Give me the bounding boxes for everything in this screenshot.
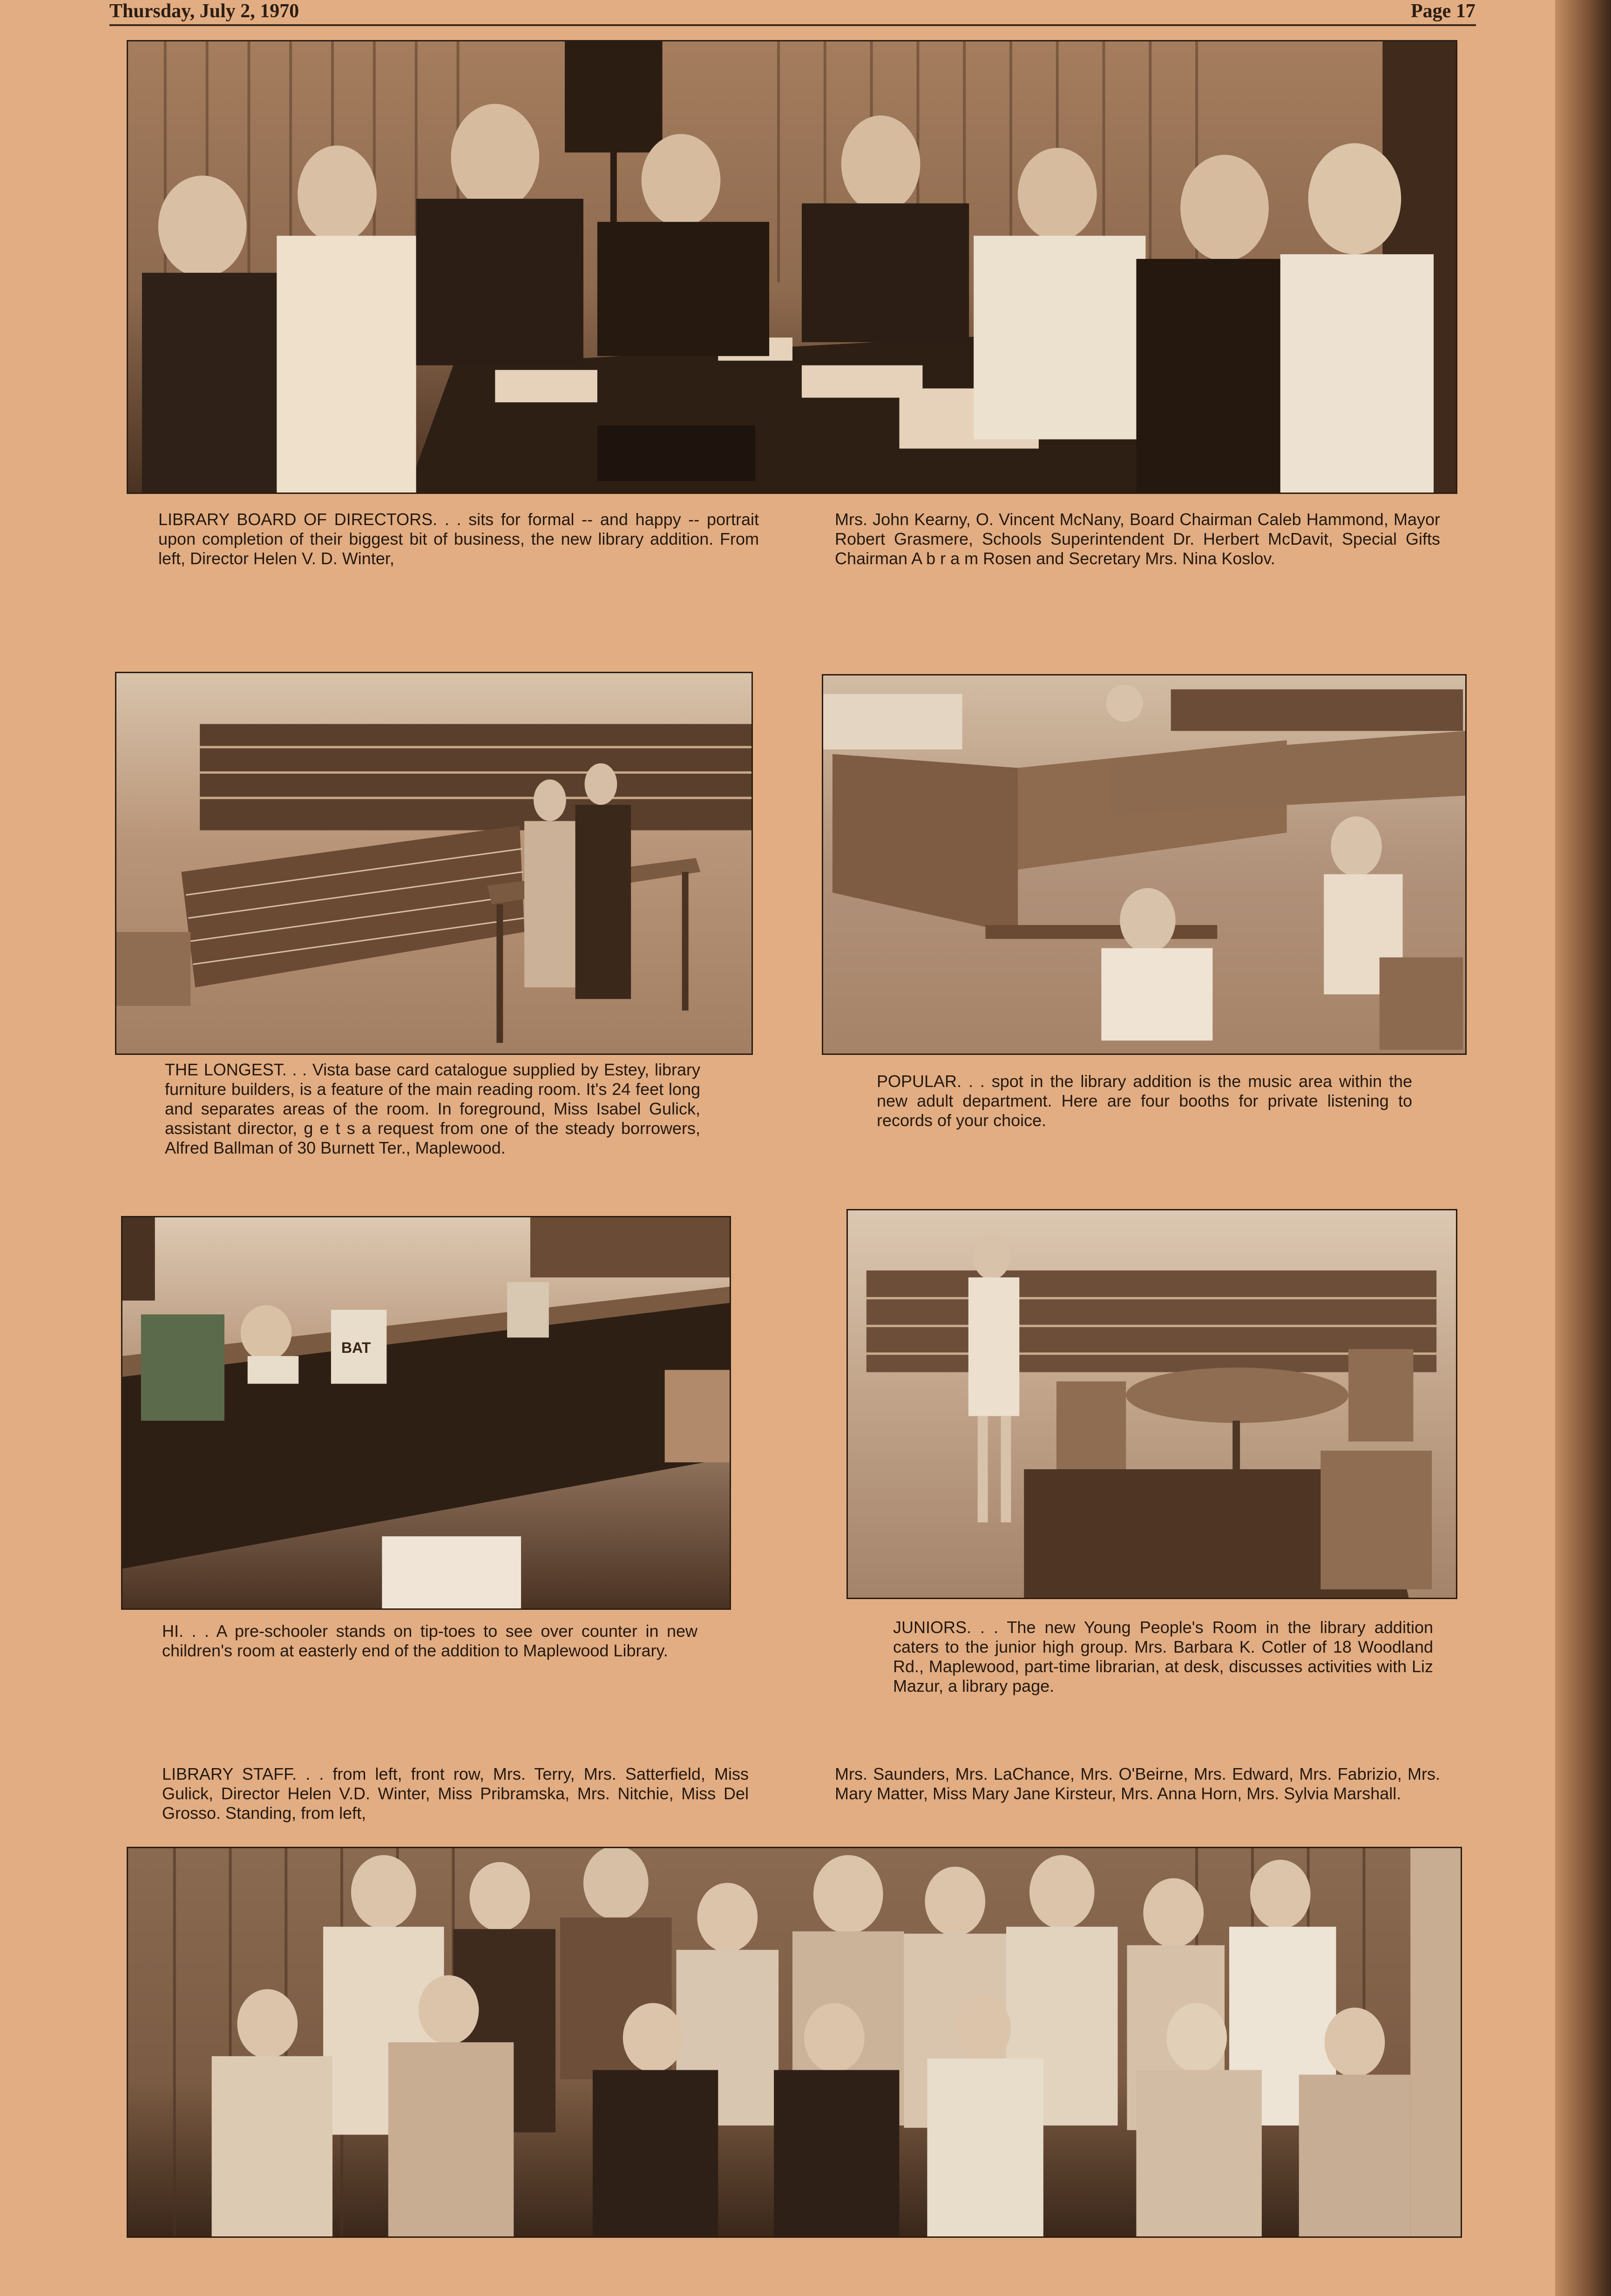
staff-caption-right: Mrs. Saunders, Mrs. LaChance, Mrs. O'Beirne, Mrs. Edward, Mrs. Fabrizio, Mrs. Mary Matter, Miss Mary Jane Kirsteur, Mrs. Anna Horn, Mrs. Sylvia Marshall. xyxy=(835,1764,1440,1803)
popular-caption: POPULAR. . . spot in the library addition is the music area within the new adult department. Here are four booths for private listening to records of your choice. xyxy=(877,1072,1412,1130)
library-staff-illustration xyxy=(128,1848,1461,2236)
page-edge-shadow xyxy=(1555,0,1611,2296)
staff-caption-left: LIBRARY STAFF. . . from left, front row, Mrs. Terry, Mrs. Satterfield, Miss Gulick, Director Helen V.D. Winter, Miss Pribramska, Mrs. Nitchie, Miss Del Grosso. Standing, from left, xyxy=(162,1764,749,1823)
young-peoples-room-illustration xyxy=(848,1210,1456,1598)
page-number: Page 17 xyxy=(1411,0,1476,22)
board-caption-right: Mrs. John Kearny, O. Vincent McNany, Board Chairman Caleb Hammond, Mayor Robert Grasmere, Schools Superintendent Dr. Herbert McDavit, Special Gifts Chairman A b r a m Rosen and Secretary Mrs. Nina Koslov. xyxy=(835,510,1440,568)
preschooler-illustration xyxy=(122,1217,730,1608)
preschooler-photo xyxy=(121,1216,731,1610)
board-photo-illustration xyxy=(128,41,1456,493)
juniors-caption: JUNIORS. . . The new Young People's Room in the library addition caters to the junior high group. Mrs. Barbara K. Cotler of 18 Woodland Rd., Maplewood, part-time librarian, at desk, discusses activities with Liz Mazur, a library page. xyxy=(893,1618,1433,1695)
board-caption-left: LIBRARY BOARD OF DIRECTORS. . . sits for formal -- and happy -- portrait upon completion of their biggest bit of business, the new library addition. From left, Director Helen V. D. Winter, xyxy=(158,510,759,568)
young-peoples-room-photo xyxy=(846,1209,1457,1599)
music-booths-illustration xyxy=(823,675,1465,1053)
book-sign: BAT xyxy=(341,1339,371,1356)
header-rule xyxy=(109,24,1476,26)
music-booths-photo xyxy=(822,674,1467,1055)
longest-caption: THE LONGEST. . . Vista base card catalogue supplied by Estey, library furniture builders, is a feature of the main reading room. It's 24 feet long and separates areas of the room. In foreground, Miss Isabel Gulick, assistant director, g e t s a request from one of the steady borrowers, Alfred Ballman of 30 Burnett Ter., Maplewood. xyxy=(165,1060,700,1157)
card-catalogue-photo xyxy=(115,672,753,1055)
board-of-directors-photo xyxy=(127,40,1457,494)
card-catalogue-illustration xyxy=(116,673,751,1053)
hi-caption: HI. . . A pre-schooler stands on tip-toes to see over counter in new children's room at easterly end of the addition to Maplewood Library. xyxy=(162,1621,697,1660)
library-staff-photo xyxy=(127,1847,1462,2238)
issue-date: Thursday, July 2, 1970 xyxy=(109,0,299,22)
